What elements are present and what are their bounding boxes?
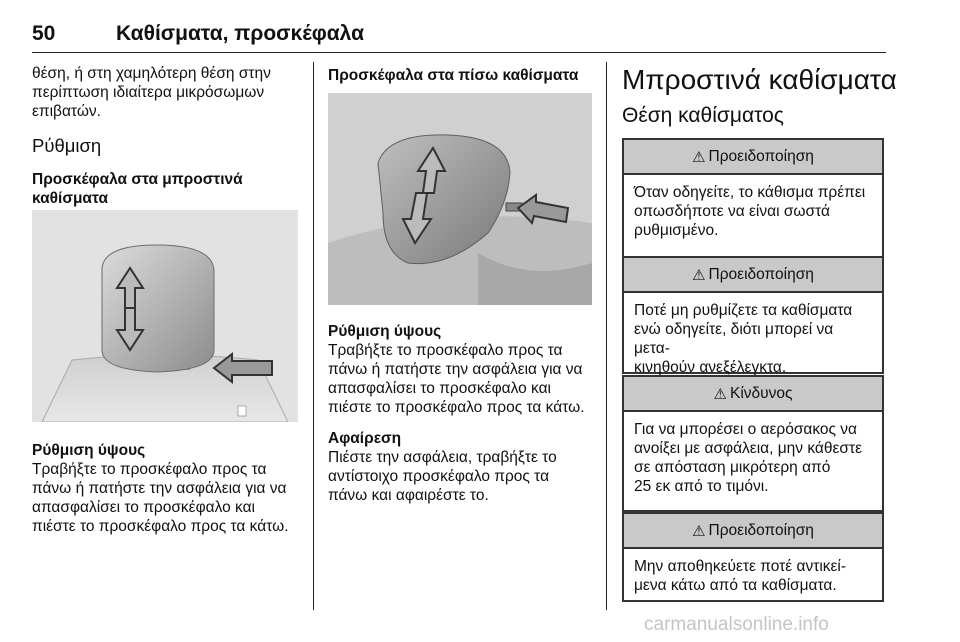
warning-header: ⚠ Προειδοποίηση: [624, 140, 882, 175]
warning-box: [622, 256, 884, 374]
height-adjust-title: Ρύθμιση ύψους: [32, 442, 146, 459]
intro-text: θέση, ή στη χαμηλότερη θέση στην περίπτωση ιδιαίτερα μικρόσωμων επιβατών.: [32, 65, 271, 120]
warning-header: ⚠ Προειδοποίηση: [624, 258, 882, 293]
running-header: Καθίσματα, προσκέφαλα: [116, 22, 364, 45]
header-rule: [32, 52, 886, 53]
danger-text: Για να μπορέσει ο αερόσακος να ανοίξει με ασφάλεια, μην κάθεστε σε απόσταση μικρότερη από 25 εκ από το τιμόνι.: [634, 421, 862, 495]
warning-triangle-icon: ⚠: [692, 266, 706, 284]
warning-box: [622, 138, 884, 275]
page-number: 50: [32, 22, 56, 45]
warning-text: Ποτέ μη ρυθμίζετε τα καθίσματα ενώ οδηγείτε, διότι μπορεί να μετα- κινηθούν ανεξέλεγκτα.: [634, 302, 853, 376]
rear-headrests-heading: Προσκέφαλα στα πίσω καθίσματα: [328, 67, 579, 84]
height-adjust-text: Τραβήξτε το προσκέφαλο προς τα πάνω ή πατήστε την ασφάλεια για να απασφαλίσει το προσκέφαλο και πιέστε το προσκέφαλο προς τα κάτω.: [32, 461, 289, 535]
section-heading: Ρύθμιση: [32, 135, 102, 156]
warning-text: Όταν οδηγείτε, το κάθισμα πρέπει οπωσδήποτε να είναι σωστά ρυθμισμένο.: [634, 184, 866, 239]
rear-height-adjust-text: Τραβήξτε το προσκέφαλο προς τα πάνω ή πατήστε την ασφάλεια για να απασφαλίσει το προσκέφαλο και πιέστε το προσκέφαλο προς τα κάτω.: [328, 342, 585, 416]
front-headrests-heading: Προσκέφαλα στα μπροστινά καθίσματα: [32, 171, 243, 207]
warning-text: Μην αποθηκεύετε ποτέ αντικεί- μενα κάτω από τα καθίσματα.: [634, 558, 847, 594]
removal-text: Πιέστε την ασφάλεια, τραβήξτε το αντίστοιχο προσκέφαλο προς τα πάνω και αφαιρέστε το.: [328, 449, 557, 504]
column-divider: [606, 62, 607, 610]
warning-box: [622, 512, 884, 602]
danger-header: ⚠ Κίνδυνος: [624, 377, 882, 412]
column-divider: [313, 62, 314, 610]
front-seats-title: Μπροστινά καθίσματα: [622, 64, 897, 95]
removal-title: Αφαίρεση: [328, 430, 402, 447]
warning-triangle-icon: ⚠: [692, 522, 706, 540]
rear-headrest-illustration: [328, 93, 592, 305]
warning-triangle-icon: ⚠: [713, 385, 727, 403]
warning-triangle-icon: ⚠: [692, 148, 706, 166]
rear-height-adjust-title: Ρύθμιση ύψους: [328, 323, 442, 340]
front-headrest-illustration: [32, 210, 298, 422]
danger-box: [622, 375, 884, 512]
seat-position-subtitle: Θέση καθίσματος: [622, 104, 784, 127]
watermark: carmanualsonline.info: [644, 614, 829, 635]
warning-header: ⚠ Προειδοποίηση: [624, 514, 882, 549]
